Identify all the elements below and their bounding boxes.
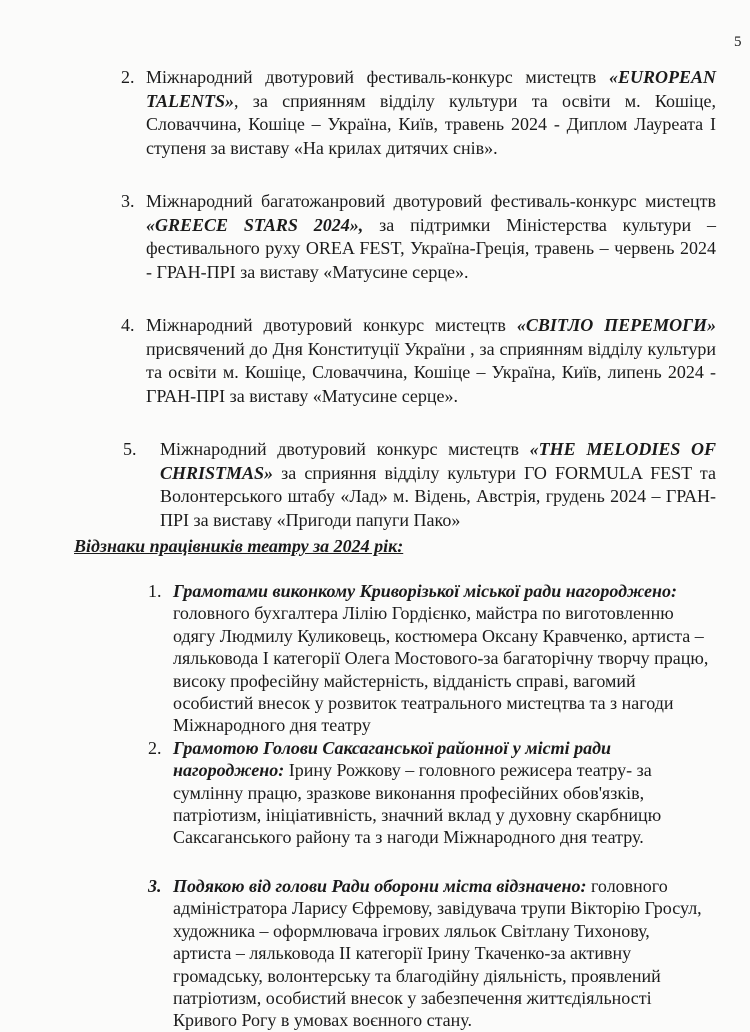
awards-list bbox=[0, 580, 750, 1032]
festival-text bbox=[146, 66, 716, 160]
festival-name: «THE MELODIES OF CHRISTMAS» bbox=[160, 439, 716, 483]
award-number: 1. bbox=[148, 581, 162, 601]
festival-name: «СВІТЛО ПЕРЕМОГИ» bbox=[516, 315, 717, 335]
award-text bbox=[173, 875, 710, 1032]
festival-suffix: присвячений до Дня Конституції України , за сприянням відділу культури та освіти м. Кошіце, Словаччина, Кошіце – Україна, Київ, липень 2024 - ГРАН-ПРІ за виставу «Матусине серце». bbox=[146, 338, 716, 406]
festival-item bbox=[0, 314, 750, 408]
festival-name: «EUROPEAN TALENTS» bbox=[146, 67, 716, 111]
award-body: Ірину Рожкову – головного режисера театру- за сумлінну працю, зразкове виконання професійних обов'язків, патріотизм, ініціативність, значний вклад у духовну скарбницю Саксаганського району та з нагоди Міжнародного дня театру. bbox=[173, 760, 662, 848]
festival-suffix: за сприяння відділу культури ГО FORMULA FEST та Волонтерського штабу «Лад» м. Відень, Австрія, грудень 2024 – ГРАН-ПРІ за виставу «Пригоди папуги Пако» bbox=[160, 462, 716, 530]
festival-number: 2. bbox=[121, 67, 135, 87]
festival-prefix: Міжнародний двотуровий конкурс мистецтв bbox=[160, 439, 530, 459]
award-number: 3. bbox=[148, 875, 162, 896]
award-lead: Грамотами виконкому Криворізької міської ради нагороджено: bbox=[173, 581, 677, 601]
festival-suffix: за підтримки Міністерства культури – фестивального руху OREA FEST, Україна-Греція, травень – червень 2024 - ГРАН-ПРІ за виставу «Матусине серце». bbox=[146, 214, 716, 282]
award-lead: Подякою від голови Ради оборони міста відзначено: bbox=[173, 875, 587, 896]
award-text bbox=[173, 737, 710, 849]
award-text bbox=[173, 580, 710, 737]
festival-prefix: Міжнародний двотуровий конкурс мистецтв bbox=[146, 315, 517, 335]
festival-text bbox=[146, 314, 716, 408]
festival-prefix: Міжнародний двотуровий фестиваль-конкурс мистецтв bbox=[146, 67, 609, 87]
festival-item bbox=[0, 66, 750, 160]
award-lead: Грамотою Голови Саксаганської районної у місті ради нагороджено: bbox=[173, 737, 612, 781]
festival-text bbox=[146, 190, 716, 284]
festival-text bbox=[160, 438, 716, 532]
festival-item bbox=[0, 438, 750, 532]
festival-number: 4. bbox=[121, 315, 135, 335]
award-number: 2. bbox=[148, 737, 162, 758]
festival-list bbox=[0, 66, 750, 562]
page-number: 5 bbox=[734, 34, 742, 50]
festival-suffix: , за сприянням відділу культури та освіти м. Кошіце, Словаччина, Кошіце – Україна, Київ, травень 2024 - Диплом Лауреата I ступеня за виставу «На крилах дитячих снів». bbox=[146, 90, 716, 158]
award-item bbox=[0, 580, 750, 737]
award-body: головного бухгалтера Лілію Гордієнко, майстра по виготовленню одягу Людмилу Куликовець, костюмера Оксану Кравченко, артиста – ляльковода I категорії Олега Мостового-за багаторічну творчу працю, високу професійну майстерність, відданість справі, вагомий особистий внесок у розвиток театрального мистецтва та з нагоди Міжнародного дня театру bbox=[173, 603, 709, 736]
awards-heading: Відзнаки працівників театру за 2024 рік: bbox=[74, 536, 404, 556]
award-item bbox=[0, 737, 750, 849]
award-body: головного адміністратора Ларису Єфремову, завідувача трупи Вікторію Гросул, художника – оформлювача ігрових ляльок Світлану Тихонову, артиста – ляльковода II категорії Ірину Ткаченко-за активну громадську, волонтерську та благодійну діяльність, проявлений патріотизм, особистий внесок у забезпечення життєдіяльності Кривого Рогу в умовах воєнного стану. bbox=[173, 875, 702, 1031]
award-item bbox=[0, 875, 750, 1032]
festival-name: «GREECE STARS 2024», bbox=[146, 214, 364, 235]
festival-item bbox=[0, 190, 750, 284]
festival-prefix: Міжнародний багатожанровий двотуровий фестиваль-конкурс мистецтв bbox=[146, 191, 716, 211]
festival-number: 3. bbox=[121, 191, 135, 211]
festival-number: 5. bbox=[123, 439, 137, 459]
